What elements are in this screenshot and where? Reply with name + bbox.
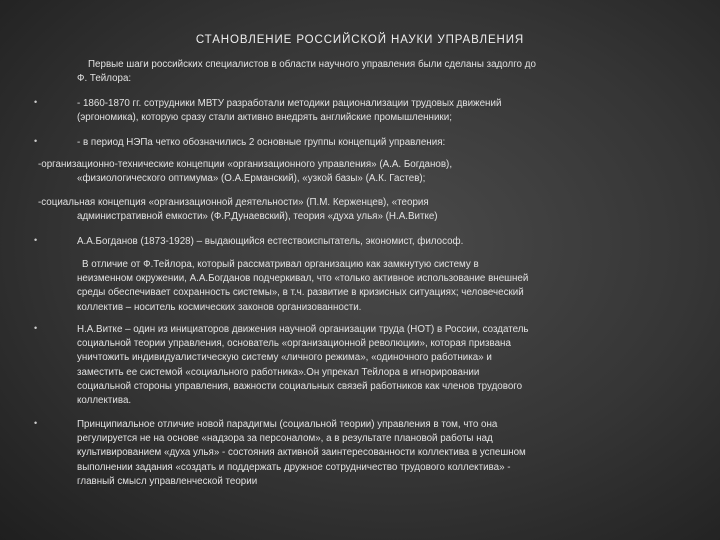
bullet-5-line-4: выполнении задания «создать и поддержать дружное сотрудничество трудового коллектива» -	[77, 461, 511, 473]
bullet-4-line-6: коллектива.	[77, 395, 132, 407]
taylor-line-2: неизменном окружении, А.А.Богданов подчеркивал, что «только активное использование внешней	[77, 273, 529, 285]
bullet-2-text	[77, 136, 677, 150]
social-line-2: административной емкости» (Ф.Р.Дунаевский), теория «духа улья» (Н.А.Витке)	[77, 211, 438, 223]
org-tech-concepts	[38, 158, 638, 186]
bullet-marker-4: •	[34, 323, 38, 333]
bullet-4-line-5: социальной стороны управления, важности социальных связей работников как членов трудового	[77, 380, 523, 392]
bullet-marker-5: •	[34, 418, 38, 428]
bullet-marker-3: •	[34, 235, 38, 245]
intro-paragraph	[77, 58, 698, 86]
social-concept	[38, 196, 638, 224]
bullet-5-line-1: Принципиальное отличие новой парадигмы (социальной теории) управления в том, что она	[77, 419, 498, 430]
bullet-4-line-4: заместить ее системой «социального работника».Он упрекал Тейлора в игнорировании	[77, 366, 480, 378]
taylor-line-1: В отличие от Ф.Тейлора, который рассматривал организацию как замкнутую систему в	[82, 259, 479, 270]
bullet-marker-2: •	[34, 136, 38, 146]
bullet-2-line-1: - в период НЭПа четко обозначились 2 основные группы концепций управления:	[77, 137, 446, 148]
bullet-4-text	[77, 323, 697, 408]
bullet-4-line-1: Н.А.Витке – один из инициаторов движения научной организации труда (НОТ) в России, создатель	[77, 324, 529, 335]
taylor-paragraph	[77, 258, 697, 315]
bullet-4-line-3: уничтожить индивидуалистическую систему «личного режима», «одиночного работника» и	[77, 352, 492, 364]
bullet-5-line-2: регулируется не на основе «надзора за персоналом», а в результате плановой работы над	[77, 433, 493, 445]
bullet-5-text	[77, 418, 697, 489]
bullet-3-text	[77, 235, 677, 249]
bullet-3-line-1: А.А.Богданов (1873-1928) – выдающийся естествоиспытатель, экономист, философ.	[77, 236, 464, 247]
bullet-marker-1: •	[34, 97, 38, 107]
bullet-5-line-5: главный смысл управленческой теории	[77, 475, 258, 487]
intro-line-2: Ф. Тейлора:	[77, 73, 132, 85]
bullet-1-line-1: - 1860-1870 гг. сотрудники МВТУ разработали методики рационализации трудовых движений	[77, 98, 502, 109]
slide-title: СТАНОВЛЕНИЕ РОССИЙСКОЙ НАУКИ УПРАВЛЕНИЯ	[195, 34, 525, 46]
bullet-5-line-3: культивированием «духа улья» - состояния активной заинтересованности коллектива в успешном	[77, 447, 526, 459]
bullet-1-text	[77, 97, 677, 125]
bullet-1-line-2: (эргономика), которую сразу стали активно внедрять английские промышленники;	[77, 112, 452, 124]
org-tech-line-2: «физиологического оптимума» (О.А.Ерманский), «узкой базы» (А.К. Гастев);	[77, 173, 426, 185]
taylor-line-4: коллектив – носитель космических законов организованности.	[77, 301, 362, 313]
org-tech-line-1: -организационно-технические концепции «организационного управления» (А.А. Богданов),	[38, 159, 453, 170]
intro-line-1: Первые шаги российских специалистов в области научного управления были сделаны задолго до	[88, 59, 536, 70]
taylor-line-3: среды обеспечивает сохранность системы», в т.ч. развитие в кризисных ситуациях; человеческий	[77, 287, 524, 299]
bullet-4-line-2: социальной теории управления, основатель «организационной революции», которая призвана	[77, 338, 511, 350]
social-line-1: -социальная концепция «организационной деятельности» (П.М. Керженцев), «теория	[38, 197, 429, 208]
